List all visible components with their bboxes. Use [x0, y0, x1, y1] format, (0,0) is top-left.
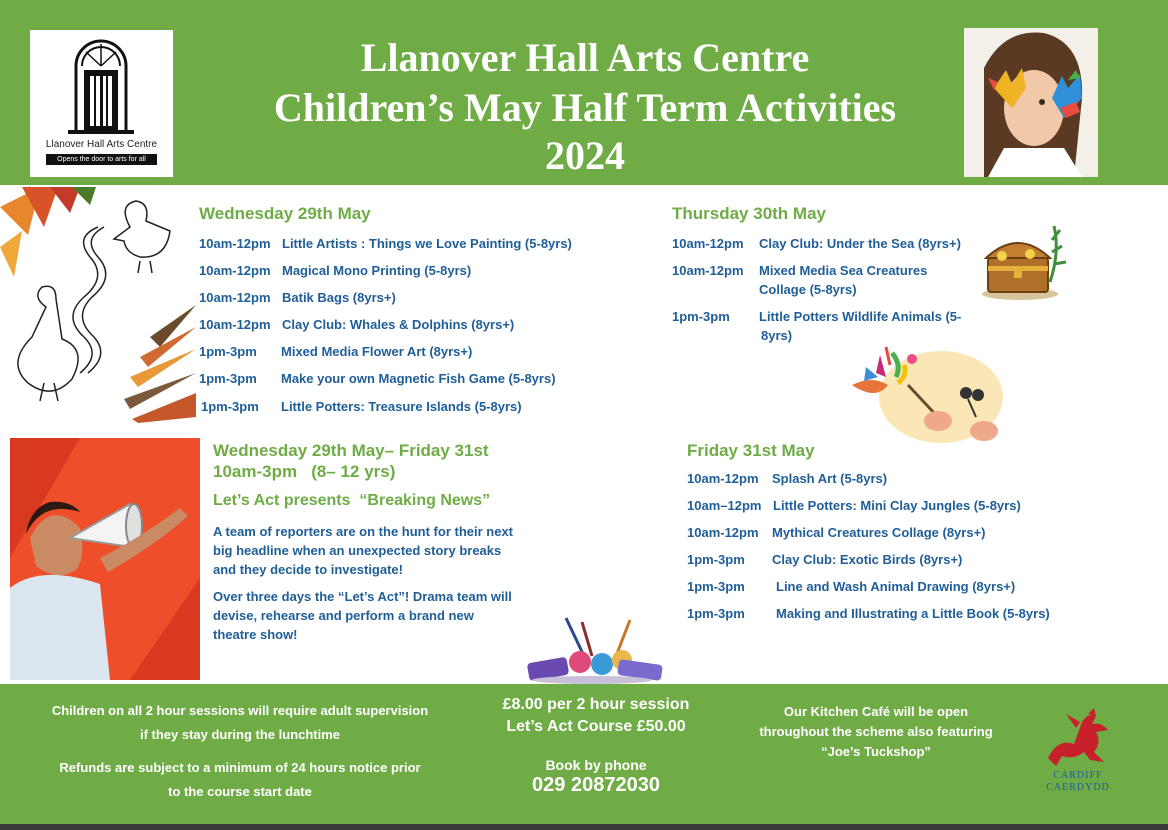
course-time-heading: 10am-3pm (8– 12 yrs) [213, 462, 396, 481]
friday-session-5: 1pm-3pm Line and Wash Animal Drawing (8yrs+) [687, 579, 1016, 594]
wednesday-heading: Wednesday 29th May [199, 204, 371, 223]
thursday-session-3-cont: 8yrs) [761, 328, 793, 343]
page-title-line2: Children’s May Half Term Activities [273, 85, 897, 130]
friday-session-2: 10am–12pm Little Potters: Mini Clay Jungles (5-8yrs) [687, 498, 1021, 513]
logo-tagline: Opens the door to arts for all [46, 154, 157, 165]
paint-tubes-illustration [522, 616, 667, 684]
wednesday-session-1: 10am-12pm Little Artists : Things we Love Painting (5-8yrs) [199, 236, 572, 251]
course-title: Let’s Act presents “Breaking News” [213, 492, 491, 509]
wednesday-session-3: 10am-12pm Batik Bags (8yrs+) [199, 290, 396, 305]
refunds-note-line2: to the course start date [168, 784, 312, 799]
thursday-heading: Thursday 30th May [672, 204, 826, 223]
friday-session-4: 1pm-3pm Clay Club: Exotic Birds (8yrs+) [687, 552, 963, 567]
supervision-note-line1: Children on all 2 hour sessions will require adult supervision [51, 703, 429, 718]
price-course: Let’s Act Course £50.00 [506, 718, 686, 735]
megaphone-man-photo [10, 438, 200, 680]
course-description-1: A team of reporters are on the hunt for their next big headline when an unexpected story breaks and they decide to investigate! [213, 524, 514, 577]
friday-session-1: 10am-12pm Splash Art (5-8yrs) [687, 471, 888, 486]
cafe-note-line2: throughout the scheme also featuring [759, 724, 993, 739]
council-name-cy: CAERDYDD [1046, 782, 1110, 793]
logo-name: Llanover Hall Arts Centre [45, 139, 158, 150]
cafe-note-line3: “Joe’s Tuckshop” [821, 744, 931, 759]
paint-splash-illustration [846, 345, 1006, 451]
book-by-phone-label: Book by phone [545, 757, 647, 773]
footer-edge [0, 824, 1168, 830]
thursday-session-1: 10am-12pm Clay Club: Under the Sea (8yrs+) [672, 236, 961, 251]
page-title-line1: Llanover Hall Arts Centre [360, 35, 810, 80]
wednesday-session-7: 1pm-3pm Little Potters: Treasure Islands (5-8yrs) [201, 399, 522, 414]
friday-session-6: 1pm-3pm Making and Illustrating a Little Book (5-8yrs) [687, 606, 1050, 621]
thursday-session-2-cont: Collage (5-8yrs) [759, 282, 857, 297]
supervision-note-line2: if they stay during the lunchtime [139, 727, 341, 742]
wednesday-session-4: 10am-12pm Clay Club: Whales & Dolphins (8yrs+) [199, 317, 515, 332]
llanover-logo [30, 30, 173, 177]
cafe-note-line1: Our Kitchen Café will be open [783, 704, 969, 719]
course-date-heading: Wednesday 29th May– Friday 31st [213, 441, 489, 460]
refunds-note-line1: Refunds are subject to a minimum of 24 hours notice prior [59, 760, 421, 775]
council-name-en: CARDIFF [1053, 770, 1103, 781]
thursday-session-3: 1pm-3pm Little Potters Wildlife Animals (5- [672, 309, 962, 324]
doorway-icon [30, 30, 173, 140]
child-painted-hands-photo [964, 28, 1098, 177]
cardiff-council-logo [1036, 708, 1120, 798]
treasure-chest-icon [980, 222, 1070, 302]
wednesday-session-6: 1pm-3pm Make your own Magnetic Fish Game (5-8yrs) [199, 371, 556, 386]
course-description-2: Over three days the “Let’s Act”! Drama team will devise, rehearse and perform a brand new theatre show! [213, 589, 512, 642]
page-title-year: 2024 [545, 133, 625, 178]
price-session: £8.00 per 2 hour session [502, 696, 690, 713]
wednesday-session-5: 1pm-3pm Mixed Media Flower Art (8yrs+) [199, 344, 473, 359]
pencils-and-geese-illustration [0, 187, 196, 423]
wednesday-session-2: 10am-12pm Magical Mono Printing (5-8yrs) [199, 263, 472, 278]
thursday-session-2: 10am-12pm Mixed Media Sea Creatures [672, 263, 928, 278]
friday-heading: Friday 31st May [687, 441, 815, 460]
friday-session-3: 10am-12pm Mythical Creatures Collage (8yrs+) [687, 525, 986, 540]
welsh-dragon-icon [1036, 708, 1120, 770]
booking-phone-number: 029 20872030 [532, 774, 660, 796]
